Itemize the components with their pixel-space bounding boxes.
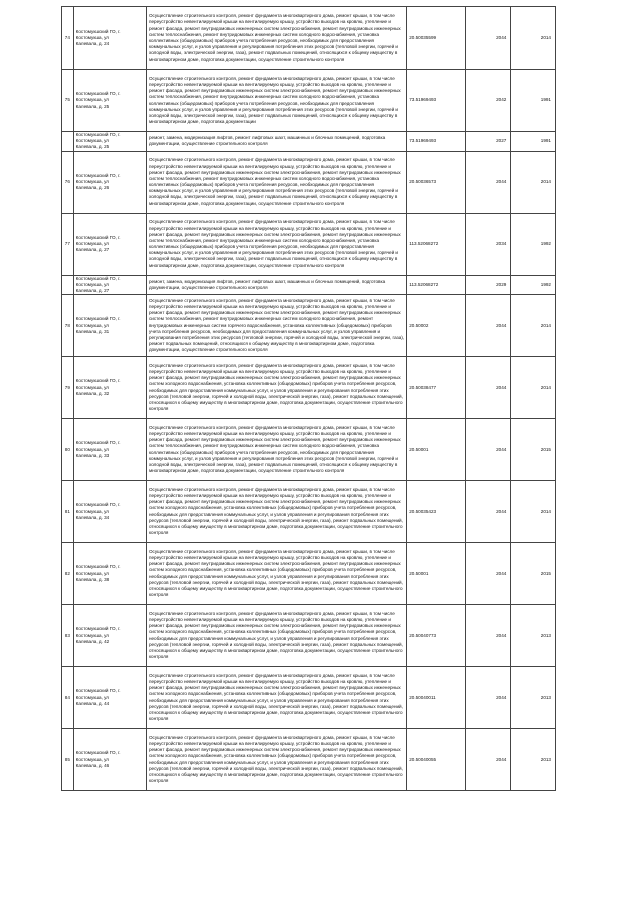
address-line: Калевала, д. 33	[75, 452, 110, 458]
code-cell: 73.51969493	[407, 70, 465, 132]
code-cell: 20.50040055	[407, 729, 465, 791]
works-description-cell	[146, 213, 406, 275]
previous-year-cell: 2015	[511, 419, 556, 481]
planned-year-cell: 2042	[465, 70, 511, 132]
address-line: Костомукша, ул	[75, 281, 109, 287]
address-cell	[73, 357, 146, 419]
address-line: Костомукшский ГО, г.	[75, 750, 121, 756]
code-cell: 20.50038477	[407, 357, 465, 419]
address-line: Костомукшский ГО, г.	[75, 378, 121, 384]
address-line: Калевала, д. 34	[75, 514, 110, 520]
address-cell	[73, 419, 146, 481]
table-row	[62, 667, 556, 729]
works-description-cell	[146, 605, 406, 667]
works-description: Осуществление строительного контроля, ремонт фундамента многоквартирного дома, ремонт крыши, в том числе переустройство невентилируемой крыши на вентилируемую крышу, устройство выходов на кровлю, утепление и ремонт фасада, ремонт внутридомовых инженерных систем электроснабжения, ремонт внутридомовых инженерных систем теплоснабжения, ремонт внутридомовых инженерных систем холодного водоснабжения, ремонт внутридомовых инженерных систем горячего водоснабжения, установка коллективных (общедомовых) приборов учета потребления ресурсов, необходимых для предоставления коммунальных услуг, и узлов управления и регулирования потребления этих ресурсов (тепловой энергии, горячей и холодной воды, электрической энергии, газа), ремонт подвальных помещений, относящихся к общему имуществу в многоквартирном доме, подготовка документации, осуществление строительного контроля	[148, 297, 405, 353]
address-line: Костомукшский ГО, г.	[75, 172, 121, 178]
address-cell	[73, 275, 146, 295]
address-line: Костомукша, ул	[75, 632, 109, 638]
planned-year-cell: 2044	[465, 7, 511, 70]
row-number-cell: 85	[62, 729, 74, 791]
address-line: Калевала, д. 25	[75, 103, 110, 109]
address-line: Костомукшский ГО, г.	[75, 440, 121, 446]
table-row	[62, 275, 556, 295]
table-row	[62, 419, 556, 481]
row-number-cell: 83	[62, 605, 74, 667]
address-line: Калевала, д. 24	[75, 41, 110, 47]
address-line: Костомукшский ГО, г.	[75, 28, 121, 34]
row-number-cell	[62, 275, 74, 295]
address-cell	[73, 132, 146, 152]
row-number-cell: 80	[62, 419, 74, 481]
address-line: Костомукша, ул	[75, 178, 109, 184]
row-number-cell: 81	[62, 481, 74, 543]
works-description: Осуществление строительного контроля, ремонт фундамента многоквартирного дома, ремонт крыши, в том числе переустройство невентилируемой крыши на вентилируемую крышу, устройство выходов на кровлю, утепление и ремонт фасада, ремонт внутридомовых инженерных систем электроснабжения, ремонт внутридомовых инженерных систем холодного водоснабжения, установка коллективных (общедомовых) приборов учета потребления ресурсов, необходимых для предоставления коммунальных услуг, и узлов управления и регулирования потребления этих ресурсов (тепловой энергии, горячей и холодной воды, электрической энергии, газа), ремонт подвальных помещений, относящихся к общему имуществу в многоквартирном доме, подготовка документации, осуществление строительного контроля	[148, 610, 403, 660]
works-description-cell	[146, 132, 406, 152]
address-line: Калевала, д. 46	[75, 762, 110, 768]
address-line: Костомукша, ул	[75, 446, 109, 452]
previous-year-cell: 2014	[511, 481, 556, 543]
address-cell	[73, 729, 146, 791]
address-cell	[73, 543, 146, 605]
works-description-cell	[146, 667, 406, 729]
row-number-cell: 79	[62, 357, 74, 419]
address-cell	[73, 481, 146, 543]
address-cell	[73, 667, 146, 729]
address-line: Костомукша, ул	[75, 34, 109, 40]
register-table-container	[61, 6, 556, 791]
address-line: Калевала, д. 27	[75, 247, 110, 253]
address-line: Костомукша, ул	[75, 384, 109, 390]
previous-year-cell: 2015	[511, 543, 556, 605]
address-line: Костомукша, ул	[75, 570, 109, 576]
address-line: Костомукша, ул	[75, 240, 109, 246]
code-cell: 73.51969493	[407, 132, 465, 152]
row-number-cell: 78	[62, 295, 74, 357]
works-description: Осуществление строительного контроля, ремонт фундамента многоквартирного дома, ремонт крыши, в том числе переустройство невентилируемой крыши на вентилируемую крышу, устройство выходов на кровлю, утепление и ремонт фасада, ремонт внутридомовых инженерных систем электроснабжения, ремонт внутридомовых инженерных систем теплоснабжения, ремонт внутридомовых инженерных систем холодного водоснабжения, установка коллективных (общедомовых) приборов учета потребления ресурсов, необходимых для предоставления коммунальных услуг, и узлов управления и регулирования потребления этих ресурсов (тепловой энергии, горячей и холодной воды, электрической энергии, газа), ремонт подвальных помещений, относящихся к общему имуществу в многоквартирном доме, подготовка документации, осуществление строительного контроля	[148, 219, 401, 268]
row-number-cell: 77	[62, 213, 74, 275]
address-line: Костомукша, ул	[75, 756, 109, 762]
address-line: Костомукшский ГО, г.	[75, 132, 121, 137]
address-line: Калевала, д. 38	[75, 576, 110, 582]
address-line: Костомукша, ул	[75, 97, 109, 103]
planned-year-cell: 2029	[465, 275, 511, 295]
code-cell: 20.50040773	[407, 605, 465, 667]
row-number-cell: 76	[62, 151, 74, 213]
previous-year-cell: 2014	[511, 295, 556, 357]
works-description-cell	[146, 275, 406, 295]
works-description-cell	[146, 357, 406, 419]
capital-repair-register-table	[61, 6, 556, 791]
address-line: Костомукшский ГО, г.	[75, 626, 121, 632]
works-description: Осуществление строительного контроля, ремонт фундамента многоквартирного дома, ремонт крыши, в том числе переустройство невентилируемой крыши на вентилируемую крышу, устройство выходов на кровлю, утепление и ремонт фасада, ремонт внутридомовых инженерных систем электроснабжения, ремонт внутридомовых инженерных систем теплоснабжения, ремонт внутридомовых инженерных систем холодного водоснабжения, установка коллективных (общедомовых) приборов учета потребления ресурсов, необходимых для предоставления коммунальных услуг, и узлов управления и регулирования потребления этих ресурсов (тепловой энергии, горячей и холодной воды, электрической энергии, газа), ремонт подвальных помещений, относящихся к общему имуществу в многоквартирном доме, подготовка документации, осуществление строительного контроля	[148, 424, 401, 474]
table-row	[62, 132, 556, 152]
previous-year-cell: 1991	[511, 132, 556, 152]
address-line: Костомукша, ул	[75, 138, 109, 144]
planned-year-cell: 2044	[465, 543, 511, 605]
table-row	[62, 7, 556, 70]
table-row	[62, 481, 556, 543]
planned-year-cell: 2027	[465, 132, 511, 152]
table-row	[62, 357, 556, 419]
address-line: Калевала, д. 32	[75, 390, 110, 396]
previous-year-cell: 1991	[511, 70, 556, 132]
works-description: Осуществление строительного контроля, ремонт фундамента многоквартирного дома, ремонт крыши, в том числе переустройство невентилируемой крыши на вентилируемую крышу, устройство выходов на кровлю, утепление и ремонт фасада, ремонт внутридомовых инженерных систем электроснабжения, ремонт внутридомовых инженерных систем холодного водоснабжения, установка коллективных (общедомовых) приборов учета потребления ресурсов, необходимых для предоставления коммунальных услуг, и узлов управления и регулирования потребления этих ресурсов (тепловой энергии, горячей и холодной воды, электрической энергии, газа), ремонт подвальных помещений, относящихся к общему имуществу в многоквартирном доме, подготовка документации, осуществление строительного контроля	[148, 486, 403, 536]
row-number-cell: 74	[62, 7, 74, 70]
previous-year-cell: 2013	[511, 667, 556, 729]
previous-year-cell: 1992	[511, 275, 556, 295]
row-number-cell: 75	[62, 70, 74, 132]
works-description: Осуществление строительного контроля, ремонт фундамента многоквартирного дома, ремонт крыши, в том числе переустройство невентилируемой крыши на вентилируемую крышу, устройство выходов на кровлю, утепление и ремонт фасада, ремонт внутридомовых инженерных систем электроснабжения, ремонт внутридомовых инженерных систем холодного водоснабжения, установка коллективных (общедомовых) приборов учета потребления ресурсов, необходимых для предоставления коммунальных услуг, и узлов управления и регулирования потребления этих ресурсов (тепловой энергии, горячей и холодной воды, электрической энергии, газа), ремонт подвальных помещений, относящихся к общему имуществу в многоквартирном доме, подготовка документации, осуществление строительного контроля	[148, 362, 403, 412]
works-description: ремонт, замена, модернизация лифтов, ремонт лифтовых шахт, машинных и блочных помещений, подготовка документации, осуществление строительного контроля	[148, 135, 386, 147]
previous-year-cell: 2013	[511, 605, 556, 667]
address-line: Костомукшский ГО, г.	[75, 275, 121, 281]
previous-year-cell: 2013	[511, 729, 556, 791]
table-row	[62, 213, 556, 275]
planned-year-cell: 2044	[465, 151, 511, 213]
address-line: Калевала, д. 42	[75, 638, 110, 644]
table-row	[62, 70, 556, 132]
planned-year-cell: 2044	[465, 481, 511, 543]
works-description: Осуществление строительного контроля, ремонт фундамента многоквартирного дома, ремонт крыши, в том числе переустройство невентилируемой крыши на вентилируемую крышу, устройство выходов на кровлю, утепление и ремонт фасада, ремонт внутридомовых инженерных систем электроснабжения, ремонт внутридомовых инженерных систем холодного водоснабжения, установка коллективных (общедомовых) приборов учета потребления ресурсов, необходимых для предоставления коммунальных услуг, и узлов управления и регулирования потребления этих ресурсов (тепловой энергии, горячей и холодной воды, электрической энергии, газа), ремонт подвальных помещений, относящихся к общему имуществу в многоквартирном доме, подготовка документации, осуществление строительного контроля	[148, 672, 403, 722]
row-number-cell: 82	[62, 543, 74, 605]
code-cell: 20.50035599	[407, 7, 465, 70]
address-cell	[73, 295, 146, 357]
address-line: Костомукшский ГО, г.	[75, 688, 121, 694]
address-line: Костомукша, ул	[75, 322, 109, 328]
address-cell	[73, 7, 146, 70]
address-line: Костомукша, ул	[75, 694, 109, 700]
table-row	[62, 543, 556, 605]
planned-year-cell: 2044	[465, 729, 511, 791]
table-body	[62, 7, 556, 791]
address-cell	[73, 151, 146, 213]
works-description-cell	[146, 295, 406, 357]
works-description: Осуществление строительного контроля, ремонт фундамента многоквартирного дома, ремонт крыши, в том числе переустройство невентилируемой крыши на вентилируемую крышу, устройство выходов на кровлю, утепление и ремонт фасада, ремонт внутридомовых инженерных систем электроснабжения, ремонт внутридомовых инженерных систем теплоснабжения, ремонт внутридомовых инженерных систем холодного водоснабжения, установка коллективных (общедомовых) приборов учета потребления ресурсов, необходимых для предоставления коммунальных услуг, и узлов управления и регулирования потребления этих ресурсов (тепловой энергии, горячей и холодной воды, электрической энергии, газа), ремонт подвальных помещений, относящихся к общему имуществу в многоквартирном доме, подготовка документации, осуществление строительного контроля	[148, 13, 401, 62]
code-cell: 20.50040011	[407, 667, 465, 729]
code-cell: 20.50002	[407, 295, 465, 357]
works-description-cell	[146, 70, 406, 132]
address-cell	[73, 70, 146, 132]
code-cell: 20.50035423	[407, 481, 465, 543]
code-cell: 20.50001	[407, 543, 465, 605]
row-number-cell: 84	[62, 667, 74, 729]
planned-year-cell: 2034	[465, 213, 511, 275]
code-cell: 113.52068272	[407, 275, 465, 295]
works-description-cell	[146, 729, 406, 791]
address-line: Калевала, д. 26	[75, 185, 110, 191]
planned-year-cell: 2044	[465, 419, 511, 481]
works-description-cell	[146, 543, 406, 605]
row-number-cell	[62, 132, 74, 152]
planned-year-cell: 2044	[465, 667, 511, 729]
works-description: Осуществление строительного контроля, ремонт фундамента многоквартирного дома, ремонт крыши, в том числе переустройство невентилируемой крыши на вентилируемую крышу, устройство выходов на кровлю, утепление и ремонт фасада, ремонт внутридомовых инженерных систем электроснабжения, ремонт внутридомовых инженерных систем теплоснабжения, ремонт внутридомовых инженерных систем холодного водоснабжения, установка коллективных (общедомовых) приборов учета потребления ресурсов, необходимых для предоставления коммунальных услуг, и узлов управления и регулирования потребления этих ресурсов (тепловой энергии, горячей и холодной воды, электрической энергии, газа), ремонт подвальных помещений, относящихся к общему имуществу в многоквартирном доме, подготовка документации	[148, 75, 401, 125]
table-row	[62, 605, 556, 667]
works-description-cell	[146, 419, 406, 481]
previous-year-cell: 2014	[511, 357, 556, 419]
previous-year-cell: 1992	[511, 213, 556, 275]
code-cell: 20.50036573	[407, 151, 465, 213]
planned-year-cell: 2044	[465, 295, 511, 357]
table-row	[62, 729, 556, 791]
works-description: ремонт, замена, модернизация лифтов, ремонт лифтовых шахт, машинных и блочных помещений, подготовка документации, осуществление строительного контроля	[148, 278, 386, 290]
works-description: Осуществление строительного контроля, ремонт фундамента многоквартирного дома, ремонт крыши, в том числе переустройство невентилируемой крыши на вентилируемую крышу, устройство выходов на кровлю, утепление и ремонт фасада, ремонт внутридомовых инженерных систем электроснабжения, ремонт внутридомовых инженерных систем холодного водоснабжения, установка коллективных (общедомовых) приборов учета потребления ресурсов, необходимых для предоставления коммунальных услуг, и узлов управления и регулирования потребления этих ресурсов (тепловой энергии, горячей и холодной воды, электрической энергии, газа), ремонт подвальных помещений, относящихся к общему имуществу в многоквартирном доме, подготовка документации, осуществление строительного контроля	[148, 548, 403, 598]
address-line: Калевала, д. 31	[75, 328, 110, 334]
address-line: Костомукшский ГО, г.	[75, 234, 121, 240]
works-description-cell	[146, 151, 406, 213]
address-cell	[73, 605, 146, 667]
table-row	[62, 295, 556, 357]
previous-year-cell: 2014	[511, 151, 556, 213]
code-cell: 20.50001	[407, 419, 465, 481]
works-description-cell	[146, 7, 406, 70]
works-description: Осуществление строительного контроля, ремонт фундамента многоквартирного дома, ремонт крыши, в том числе переустройство невентилируемой крыши на вентилируемую крышу, устройство выходов на кровлю, утепление и ремонт фасада, ремонт внутридомовых инженерных систем электроснабжения, ремонт внутридомовых инженерных систем теплоснабжения, ремонт внутридомовых инженерных систем холодного водоснабжения, установка коллективных (общедомовых) приборов учета потребления ресурсов, необходимых для предоставления коммунальных услуг, и узлов управления и регулирования потребления этих ресурсов (тепловой энергии, горячей и холодной воды, электрической энергии, газа), ремонт подвальных помещений, относящихся к общему имуществу в многоквартирном доме, подготовка документации, осуществление строительного контроля	[148, 157, 401, 206]
code-cell: 113.52068272	[407, 213, 465, 275]
planned-year-cell: 2044	[465, 357, 511, 419]
address-cell	[73, 213, 146, 275]
planned-year-cell: 2044	[465, 605, 511, 667]
address-line: Костомукшский ГО, г.	[75, 564, 121, 570]
address-line: Костомукша, ул	[75, 508, 109, 514]
address-line: Костомукшский ГО, г.	[75, 316, 121, 322]
works-description: Осуществление строительного контроля, ремонт фундамента многоквартирного дома, ремонт крыши, в том числе переустройство невентилируемой крыши на вентилируемую крышу, устройство выходов на кровлю, утепление и ремонт фасада, ремонт внутридомовых инженерных систем электроснабжения, ремонт внутридомовых инженерных систем холодного водоснабжения, установка коллективных (общедомовых) приборов учета потребления ресурсов, необходимых для предоставления коммунальных услуг, и узлов управления и регулирования потребления этих ресурсов (тепловой энергии, горячей и холодной воды, электрической энергии, газа), ремонт подвальных помещений, относящихся к общему имуществу в многоквартирном доме, подготовка документации, осуществление строительного контроля	[148, 734, 403, 784]
address-line: Костомукшский ГО, г.	[75, 502, 121, 508]
previous-year-cell: 2014	[511, 7, 556, 70]
table-row	[62, 151, 556, 213]
works-description-cell	[146, 481, 406, 543]
address-line: Калевала, д. 44	[75, 700, 110, 706]
address-line: Калевала, д. 27	[75, 287, 110, 293]
address-line: Калевала, д. 25	[75, 144, 110, 150]
address-line: Костомукшский ГО, г.	[75, 91, 121, 97]
